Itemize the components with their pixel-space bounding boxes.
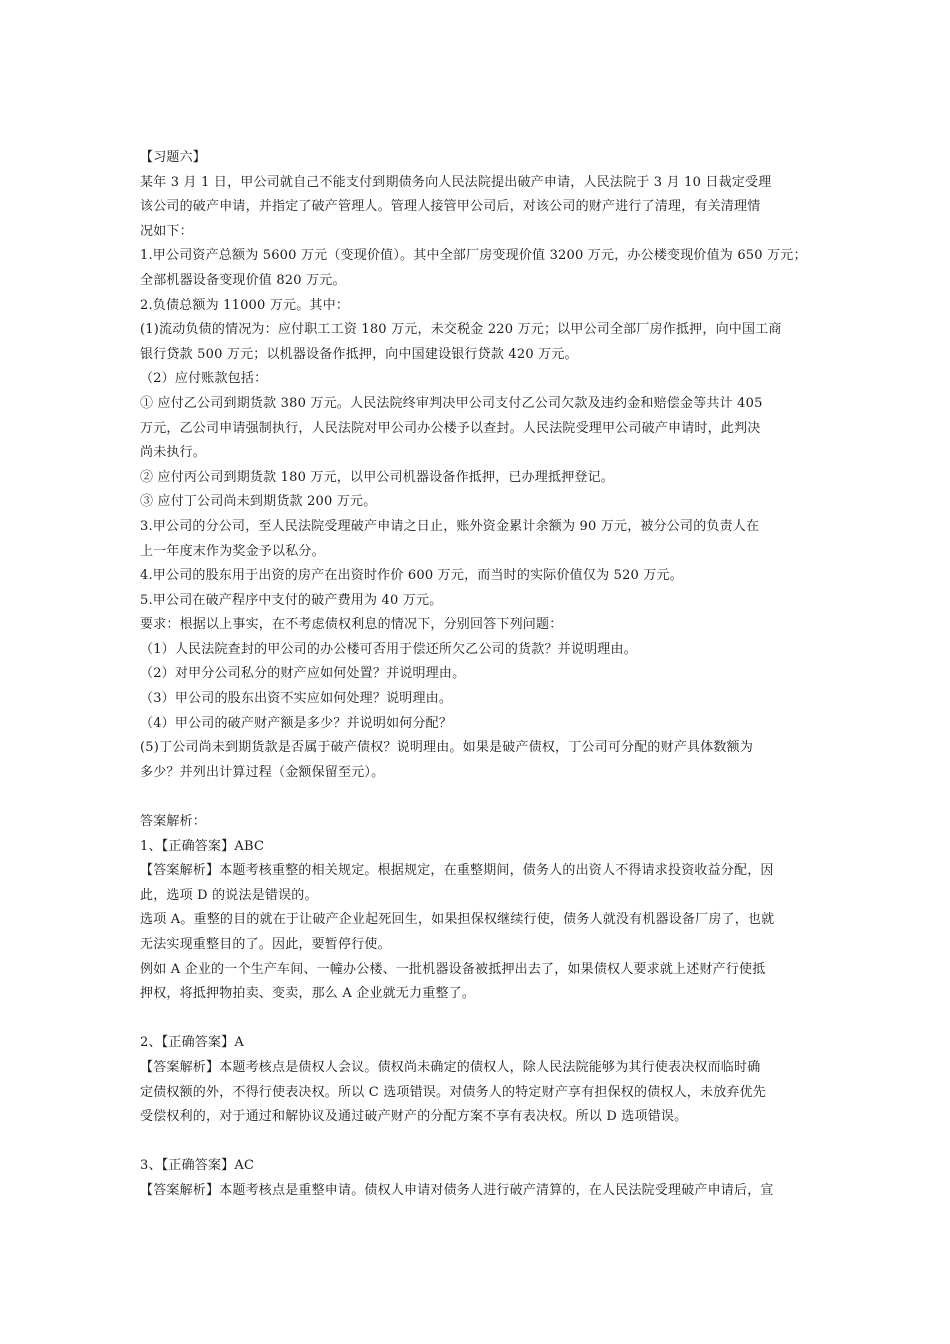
answer-line: 选项 A。重整的目的就在于让破产企业起死回生，如果担保权继续行使，债务人就没有机器设备厂房了，也就 bbox=[140, 912, 775, 928]
question-line: 万元，乙公司申请强制执行，人民法院对甲公司办公楼予以查封。人民法院受理甲公司破产申请时，此判决 bbox=[140, 420, 761, 436]
answer-line: 2、【正确答案】A bbox=[140, 1035, 244, 1051]
question-line: 尚未执行。 bbox=[140, 445, 207, 461]
question-line: （4）甲公司的破产财产额是多少？并说明如何分配？ bbox=[140, 715, 453, 731]
question-line: （2）应付账款包括： bbox=[140, 371, 268, 387]
question-line: 某年 3 月 1 日，甲公司就自己不能支付到期债务向人民法院提出破产申请，人民法院于 3 月 10 日裁定受理 bbox=[140, 174, 772, 190]
answer-line: 【答案解析】本题考核点是债权人会议。债权尚未确定的债权人，除人民法院能够为其行使表决权而临时确 bbox=[140, 1059, 761, 1075]
question-line: ③ 应付丁公司尚未到期货款 200 万元。 bbox=[140, 494, 377, 510]
answer-line: 1、【正确答案】ABC bbox=[140, 838, 265, 854]
question-line: (1)流动负债的情况为：应付职工工资 180 万元，未交税金 220 万元；以甲公司全部厂房作抵押，向中国工商 bbox=[140, 322, 782, 338]
question-line: ① 应付乙公司到期货款 380 万元。人民法院终审判决甲公司支付乙公司欠款及违约金和赔偿金等共计 405 bbox=[140, 395, 763, 411]
answer-line: 无法实现重整目的了。因此，要暂停行使。 bbox=[140, 937, 391, 952]
answer-line: 【答案解析】本题考核重整的相关规定。根据规定，在重整期间，债务人的出资人不得请求投资收益分配，因 bbox=[140, 863, 774, 879]
question-line: 3.甲公司的分公司，至人民法院受理破产申请之日止，账外资金累计余额为 90 万元，被分公司的负责人在 bbox=[140, 518, 760, 534]
question-line: 银行贷款 500 万元；以机器设备作抵押，向中国建设银行贷款 420 万元。 bbox=[140, 346, 578, 362]
answer-block-2 bbox=[140, 1031, 816, 1129]
question-line: 该公司的破产申请，并指定了破产管理人。管理人接管甲公司后，对该公司的财产进行了清理，有关清理情 bbox=[140, 199, 761, 215]
question-line: 况如下： bbox=[140, 223, 193, 239]
question-line: ② 应付丙公司到期货款 180 万元，以甲公司机器设备作抵押，已办理抵押登记。 bbox=[140, 469, 615, 485]
spacer bbox=[140, 1007, 816, 1032]
question-line: (5)丁公司尚未到期货款是否属于破产债权？说明理由。如果是破产债权，丁公司可分配的财产具体数额为 bbox=[140, 740, 754, 756]
exercise-heading: 【习题六】 bbox=[140, 150, 207, 165]
question-line: （3）甲公司的股东出资不实应如何处理？说明理由。 bbox=[140, 691, 453, 707]
spacer bbox=[140, 1130, 816, 1155]
question-line: 2.负债总额为 11000 万元。其中： bbox=[140, 297, 350, 313]
answer-line: 此，选项 D 的说法是错误的。 bbox=[140, 887, 318, 903]
question-line: （2）对甲分公司私分的财产应如何处置？并说明理由。 bbox=[140, 666, 466, 682]
answer-block-3 bbox=[140, 1154, 816, 1203]
answer-line: 受偿权利的，对于通过和解协议及通过破产财产的分配方案不享有表决权。所以 D 选项错误。 bbox=[140, 1109, 688, 1125]
answer-line: 押权，将抵押物拍卖、变卖，那么 A 企业就无力重整了。 bbox=[140, 986, 476, 1002]
question-line: （1）人民法院查封的甲公司的办公楼可否用于偿还所欠乙公司的货款？并说明理由。 bbox=[140, 641, 637, 657]
document-page bbox=[140, 146, 816, 1204]
question-line: 上一年度末作为奖金予以私分。 bbox=[140, 543, 325, 559]
question-line: 要求：根据以上事实，在不考虑债权利息的情况下，分别回答下列问题： bbox=[140, 617, 563, 633]
answer-line: 例如 A 企业的一个生产车间、一幢办公楼、一批机器设备被抵押出去了，如果债权人要求就上述财产行使抵 bbox=[140, 961, 766, 977]
question-line: 5.甲公司在破产程序中支付的破产费用为 40 万元。 bbox=[140, 592, 443, 608]
question-line: 1.甲公司资产总额为 5600 万元（变现价值）。其中全部厂房变现价值 3200 万元，办公楼变现价值为 650 万元； bbox=[140, 248, 807, 264]
answer-line: 【答案解析】本题考核点是重整申请。债权人申请对债务人进行破产清算的，在人民法院受理破产申请后，宣 bbox=[140, 1182, 774, 1198]
answer-heading: 答案解析： bbox=[140, 814, 207, 830]
answer-line: 3、【正确答案】AC bbox=[140, 1158, 255, 1174]
question-block bbox=[140, 171, 816, 786]
question-line: 多少？并列出计算过程（金额保留至元）。 bbox=[140, 764, 385, 780]
answer-line: 定债权额的外，不得行使表决权。所以 C 选项错误。对债务人的特定财产享有担保权的债权人，未放弃优先 bbox=[140, 1084, 767, 1100]
spacer bbox=[140, 785, 816, 810]
answer-block-1 bbox=[140, 835, 816, 1007]
question-line: 4.甲公司的股东用于出资的房产在出资时作价 600 万元，而当时的实际价值仅为 520 万元。 bbox=[140, 568, 683, 584]
question-line: 全部机器设备变现价值 820 万元。 bbox=[140, 272, 346, 288]
